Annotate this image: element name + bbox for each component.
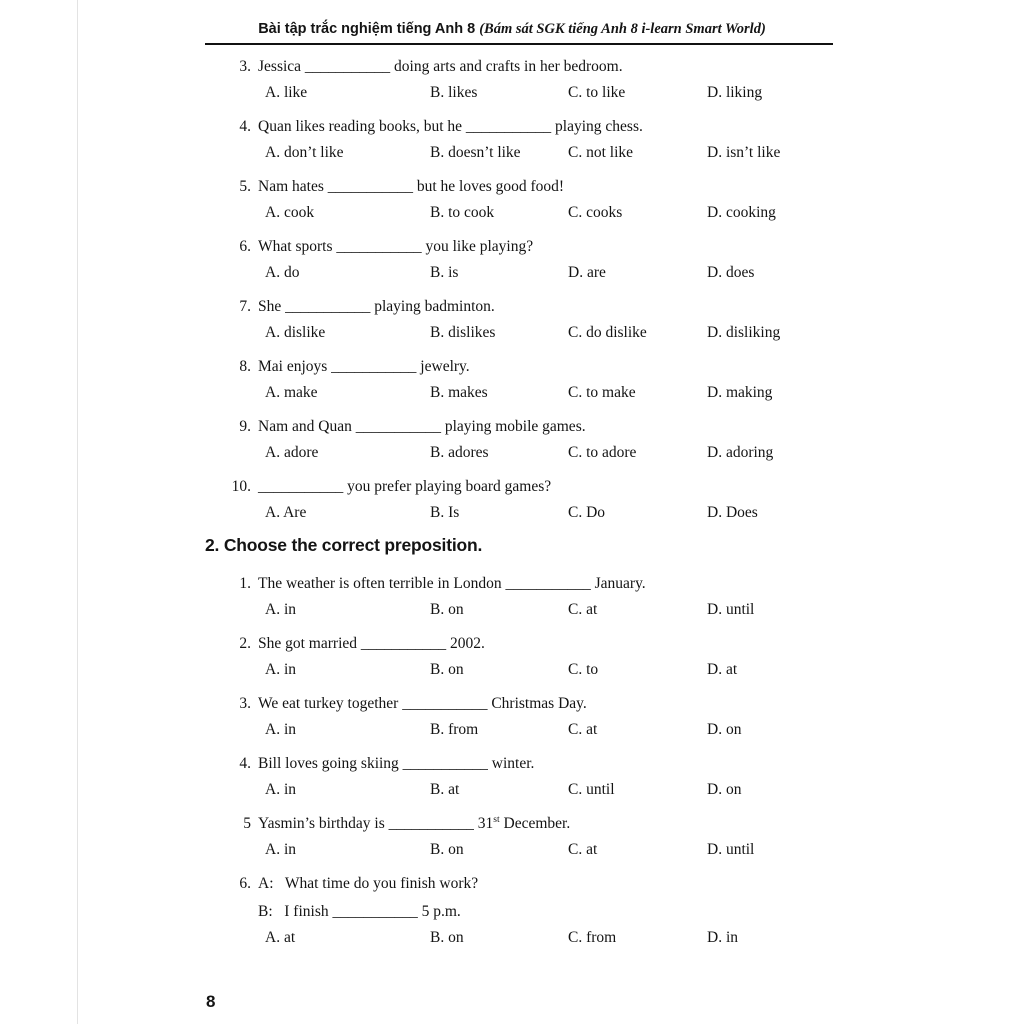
answer-option: C. cooks (568, 204, 623, 221)
answer-option: A. make (265, 384, 318, 401)
question-text: Nam hates ___________ but he loves good food! (258, 178, 565, 195)
exercise2-question-list (230, 572, 845, 950)
answer-option: A. don’t like (265, 144, 344, 161)
answer-option: B. is (430, 264, 459, 281)
exercise1-question-list (230, 55, 845, 525)
question (230, 55, 845, 105)
question (230, 295, 845, 345)
question-number: 10. (231, 478, 251, 495)
answer-option: D. disliking (707, 324, 781, 341)
question (230, 692, 845, 742)
answer-option: D. on (707, 721, 742, 738)
answer-option: B. on (430, 661, 464, 678)
answer-option: D. cooking (707, 204, 776, 221)
question-text: Jessica ___________ doing arts and crafts in her bedroom. (258, 58, 623, 75)
answer-option: A. Are (265, 504, 307, 521)
answer-option: C. do dislike (568, 324, 647, 341)
answer-option: B. dislikes (430, 324, 496, 341)
question-text: Quan likes reading books, but he ___________ playing chess. (258, 118, 643, 135)
answer-options (230, 81, 845, 105)
question-number: 3. (239, 58, 251, 75)
question-number: 3. (239, 695, 251, 712)
page-number: 8 (206, 992, 216, 1011)
answer-option: D. at (707, 661, 738, 678)
answer-options (230, 141, 845, 165)
answer-option: B. from (430, 721, 479, 738)
answer-option: C. Do (568, 504, 606, 521)
question (230, 235, 845, 285)
answer-option: D. Does (707, 504, 758, 521)
answer-option: B. makes (430, 384, 488, 401)
question (230, 572, 845, 622)
answer-option: D. liking (707, 84, 763, 101)
exercise2-heading: 2. Choose the correct preposition. (205, 535, 483, 555)
answer-option: C. to like (568, 84, 626, 101)
question (230, 632, 845, 682)
answer-option: A. like (265, 84, 308, 101)
answer-options (230, 926, 845, 950)
question (230, 355, 845, 405)
header-subtitle: (Bám sát SGK tiếng Anh 8 i-learn Smart World) (479, 21, 766, 37)
answer-option: A. in (265, 601, 296, 618)
question-text: She ___________ playing badminton. (258, 298, 495, 315)
question-number: 5. (239, 178, 251, 195)
answer-option: C. at (568, 601, 598, 618)
question-text: She got married ___________ 2002. (258, 635, 485, 652)
question-number: 4. (239, 118, 251, 135)
question-text: We eat turkey together ___________ Christmas Day. (258, 695, 587, 712)
question (230, 115, 845, 165)
answer-option: D. in (707, 929, 738, 946)
answer-options (230, 321, 845, 345)
question-number: 9. (239, 418, 251, 435)
answer-option: D. making (707, 384, 773, 401)
answer-options (230, 501, 845, 525)
answer-option: B. to cook (430, 204, 495, 221)
question-text: Bill loves going skiing ___________ winter. (258, 755, 535, 772)
question (230, 175, 845, 225)
answer-options (230, 778, 845, 802)
question-text: Yasmin’s birthday is ___________ 31st December. (258, 813, 571, 832)
question-text: Mai enjoys ___________ jewelry. (258, 358, 470, 375)
question-number: 7. (239, 298, 251, 315)
answer-option: A. in (265, 721, 296, 738)
question (230, 872, 845, 950)
answer-options (230, 441, 845, 465)
question-text: Nam and Quan ___________ playing mobile games. (258, 418, 586, 435)
question-number: 5 (243, 815, 251, 832)
answer-option: B. likes (430, 84, 478, 101)
answer-options (230, 381, 845, 405)
answer-option: A. in (265, 781, 296, 798)
question-number: 6. (239, 238, 251, 255)
answer-option: C. not like (568, 144, 634, 161)
question-number: 6. (239, 875, 251, 892)
answer-option: A. cook (265, 204, 315, 221)
answer-option: D. adoring (707, 444, 774, 461)
question (230, 475, 845, 525)
answer-options (230, 658, 845, 682)
answer-option: C. to (568, 661, 599, 678)
question-number (230, 900, 258, 924)
answer-option: B. on (430, 841, 464, 858)
question-text: A: What time do you finish work? (258, 875, 479, 892)
answer-option: A. in (265, 661, 296, 678)
answer-option: D. until (707, 841, 755, 858)
answer-option: A. dislike (265, 324, 326, 341)
answer-option: C. until (568, 781, 615, 798)
answer-option: B. adores (430, 444, 489, 461)
answer-option: C. to adore (568, 444, 637, 461)
answer-option: B. Is (430, 504, 460, 521)
answer-option: B. on (430, 601, 464, 618)
header-title: Bài tập trắc nghiệm tiếng Anh 8 (258, 21, 480, 37)
answer-option: A. at (265, 929, 296, 946)
answer-options (230, 718, 845, 742)
answer-options (230, 838, 845, 862)
scan-edge-line (77, 0, 78, 1024)
question (230, 415, 845, 465)
answer-option: D. on (707, 781, 742, 798)
answer-option: D. are (568, 264, 606, 281)
answer-option: D. isn’t like (707, 144, 781, 161)
question-number: 8. (239, 358, 251, 375)
question (230, 812, 845, 862)
answer-options (230, 261, 845, 285)
answer-option: B. doesn’t like (430, 144, 521, 161)
answer-option: D. until (707, 601, 755, 618)
answer-option: C. to make (568, 384, 636, 401)
answer-options (230, 598, 845, 622)
answer-option: D. does (707, 264, 755, 281)
question-text: ___________ you prefer playing board games? (258, 478, 552, 495)
answer-option: C. from (568, 929, 617, 946)
answer-option: C. at (568, 841, 598, 858)
question-text: The weather is often terrible in London ___________ January. (258, 575, 646, 592)
page-content (205, 45, 845, 950)
answer-option: A. in (265, 841, 296, 858)
answer-option: C. at (568, 721, 598, 738)
question-number: 1. (239, 575, 251, 592)
question-text: B: I finish ___________ 5 p.m. (258, 903, 461, 920)
answer-option: B. on (430, 929, 464, 946)
question (230, 752, 845, 802)
page-header (0, 0, 1024, 38)
answer-options (230, 201, 845, 225)
answer-option: A. do (265, 264, 300, 281)
question-text: What sports ___________ you like playing? (258, 238, 534, 255)
question-number: 4. (239, 755, 251, 772)
answer-option: A. adore (265, 444, 319, 461)
answer-option: B. at (430, 781, 460, 798)
question-number: 2. (239, 635, 251, 652)
